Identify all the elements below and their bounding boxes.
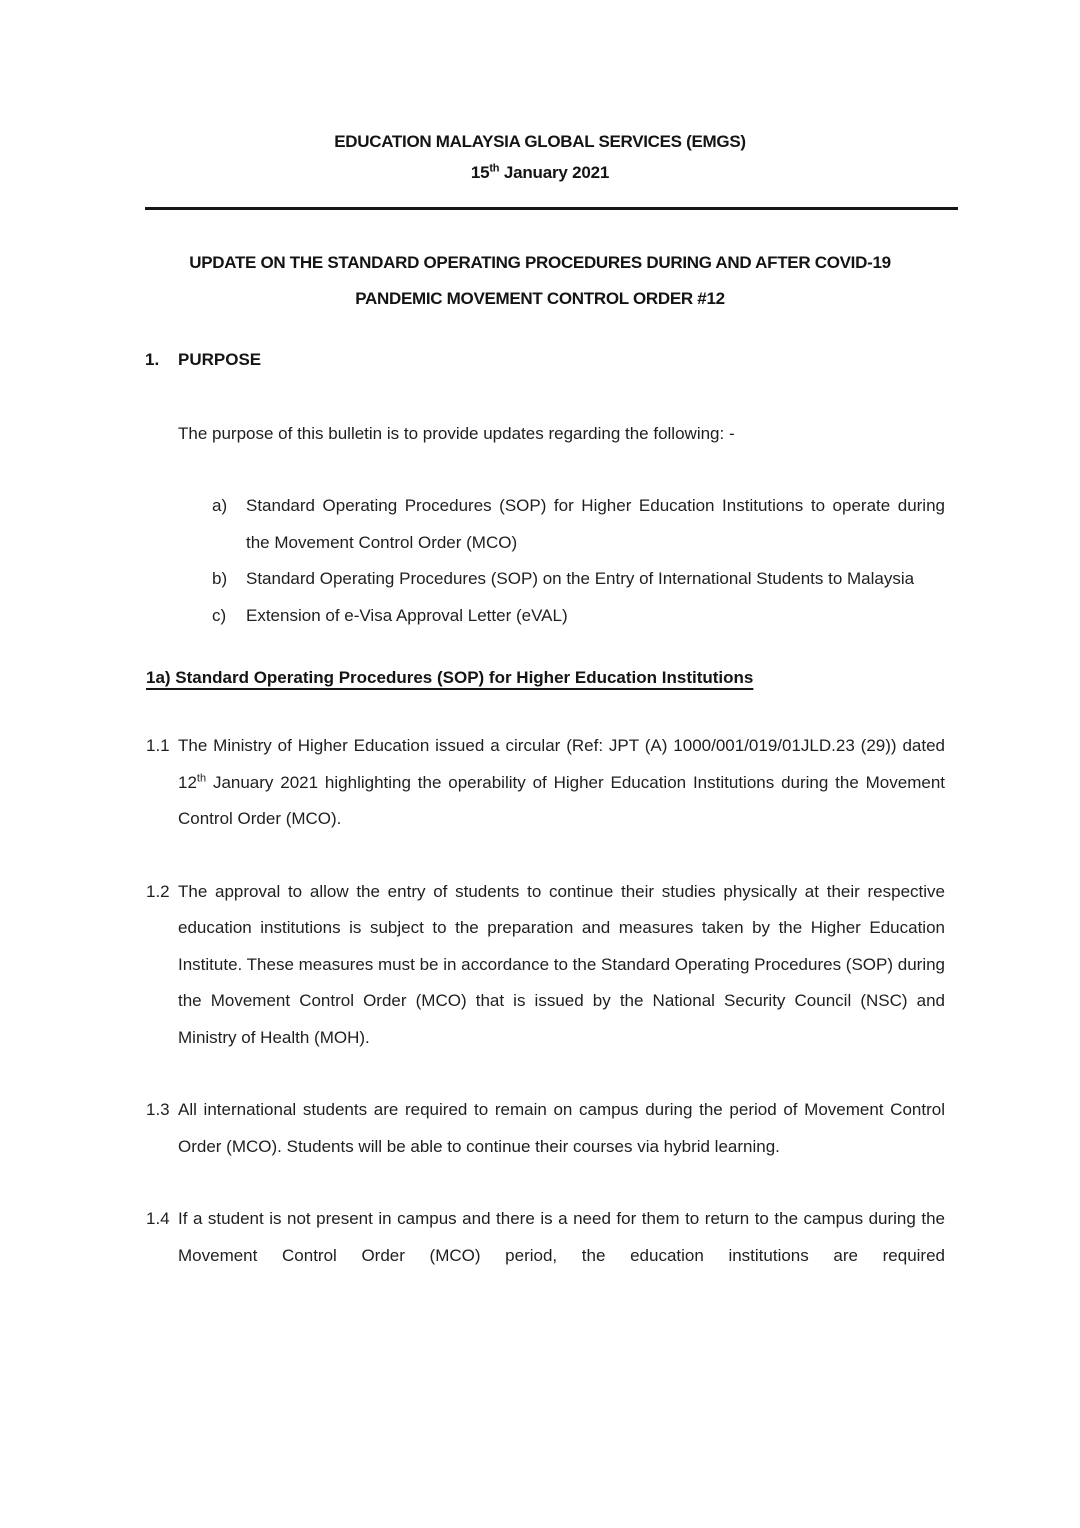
list-item-a bbox=[0, 488, 1080, 561]
clause-1-4-number: 1.4 bbox=[146, 1209, 170, 1228]
clause-1-1-number: 1.1 bbox=[146, 736, 170, 755]
purpose-list bbox=[0, 488, 1080, 634]
document-title bbox=[0, 245, 1080, 317]
clause-1-2 bbox=[0, 874, 1080, 1057]
list-item-a-text: Standard Operating Procedures (SOP) for Higher Education Institutions to operate during the Movement Control Order (MCO) bbox=[246, 496, 945, 552]
header-divider bbox=[145, 207, 958, 210]
clause-1-1-text-pre: The Ministry of Higher Education issued a circular (Ref: JPT (A) 1000/001/019/01JLD.23 (29)) dated 12 bbox=[178, 736, 945, 792]
list-marker-a: a) bbox=[212, 496, 228, 515]
clause-1-1-text bbox=[178, 728, 945, 838]
clause-1-4-text: If a student is not present in campus and there is a need for them to return to the campus during the Movement Control Order (MCO) period, the education institutions are required bbox=[178, 1209, 945, 1265]
clause-1-3 bbox=[0, 1092, 1080, 1165]
section-purpose-heading bbox=[0, 349, 1080, 371]
clause-1-1-ordinal-superscript: th bbox=[196, 771, 207, 784]
clause-1-3-number: 1.3 bbox=[146, 1100, 170, 1119]
section-title: PURPOSE bbox=[178, 350, 262, 369]
date-ordinal-superscript: th bbox=[489, 162, 500, 175]
list-item-b bbox=[0, 561, 1080, 598]
document-title-line1: UPDATE ON THE STANDARD OPERATING PROCEDURES DURING AND AFTER COVID-19 bbox=[189, 253, 891, 272]
clause-1-1 bbox=[0, 728, 1080, 838]
clause-1-4 bbox=[0, 1201, 1080, 1274]
clause-1-3-text: All international students are required to remain on campus during the period of Movement Control Order (MCO). Students will be able to continue their courses via hybrid learning. bbox=[178, 1100, 945, 1156]
clause-1-2-text: The approval to allow the entry of students to continue their studies physically at their respective education institutions is subject to the preparation and measures taken by the Higher Education Institute. These measures must be in accordance to the Standard Operating Procedures (SOP) during the Movement Control Order (MCO) that is issued by the National Security Council (NSC) and Ministry of Health (MOH). bbox=[178, 881, 945, 1047]
clause-1-1-text-post: January 2021 highlighting the operability of Higher Education Institutions during the Movement Control Order (MCO). bbox=[178, 772, 945, 828]
list-marker-c: c) bbox=[212, 605, 227, 625]
date-day: 15 bbox=[470, 163, 490, 182]
document-title-line2: PANDEMIC MOVEMENT CONTROL ORDER #12 bbox=[355, 289, 725, 308]
purpose-intro-text: The purpose of this bulletin is to provide updates regarding the following: - bbox=[178, 424, 735, 443]
subsection-1a-heading bbox=[0, 666, 1080, 690]
list-item-c bbox=[0, 598, 1080, 635]
list-item-c-text: Extension of e-Visa Approval Letter (eVAL) bbox=[246, 605, 568, 625]
date-month-year: January 2021 bbox=[499, 163, 610, 182]
document-header bbox=[0, 0, 1080, 184]
list-item-b-text: Standard Operating Procedures (SOP) on the Entry of International Students to Malaysia bbox=[246, 569, 915, 588]
document-date bbox=[0, 162, 1080, 184]
subsection-1a-heading-text: 1a) Standard Operating Procedures (SOP) for Higher Education Institutions bbox=[146, 668, 754, 687]
section-number: 1. bbox=[145, 350, 160, 369]
clauses-section bbox=[0, 728, 1080, 1274]
list-marker-b: b) bbox=[212, 569, 228, 588]
clause-1-2-number: 1.2 bbox=[146, 881, 170, 901]
organization-name: EDUCATION MALAYSIA GLOBAL SERVICES (EMGS) bbox=[334, 132, 746, 151]
